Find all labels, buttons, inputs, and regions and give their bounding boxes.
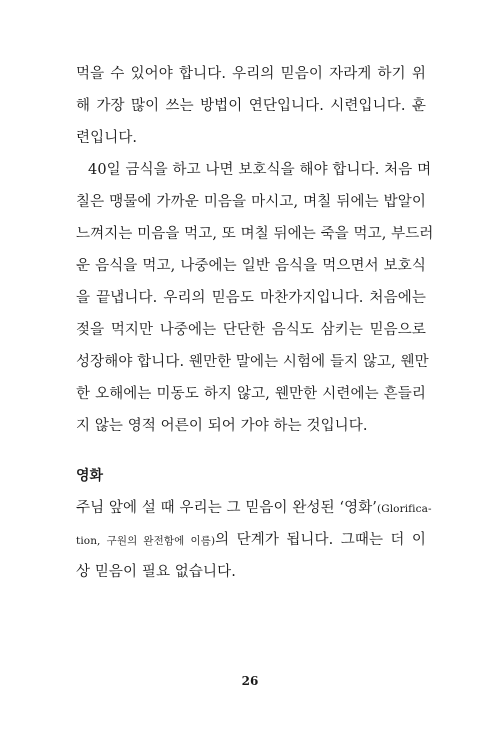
body-line: 해 가장 많이 쓰는 방법이 연단입니다. 시련입니다. 훈 [76, 98, 426, 114]
section-heading: 영화 [76, 468, 104, 484]
body-line: 먹을 수 있어야 합니다. 우리의 믿음이 자라게 하기 위 [76, 66, 426, 82]
section-text: 의 단계가 됩니다. 그때는 더 이 [215, 532, 426, 548]
body-line: 을 끝냅니다. 우리의 믿음도 마찬가지입니다. 처음에는 [76, 290, 426, 306]
body-line: 성장해야 합니다. 웬만한 말에는 시험에 들지 않고, 웬만 [76, 354, 429, 370]
section-note: (Glorifica- [377, 503, 432, 515]
section-line: 상 믿음이 필요 없습니다. [76, 564, 236, 580]
body-line: 느껴지는 미음을 먹고, 또 며칠 뒤에는 죽을 먹고, 부드러 [76, 226, 434, 242]
body-line: 40일 금식을 하고 나면 보호식을 해야 합니다. 처음 며 [88, 162, 432, 178]
body-line: 지 않는 영적 어른이 되어 가야 하는 것입니다. [76, 418, 368, 434]
body-line: 칠은 맹물에 가까운 미음을 마시고, 며칠 뒤에는 밥알이 [76, 194, 426, 210]
section-note: tion, 구원의 완전함에 이름) [76, 535, 216, 547]
body-line: 운 음식을 먹고, 나중에는 일반 음식을 먹으면서 보호식 [76, 258, 426, 274]
body-line: 한 오해에는 미동도 하지 않고, 웬만한 시련에는 흔들리 [76, 386, 426, 402]
page-number: 26 [241, 674, 259, 688]
section-line [76, 498, 432, 519]
section-text: 주님 앞에 설 때 우리는 그 믿음이 완성된 ‘영화’ [76, 500, 378, 516]
body-line: 젖을 먹지만 나중에는 단단한 음식도 삼키는 믿음으로 [76, 322, 426, 338]
section-line [76, 530, 426, 551]
body-line: 련입니다. [76, 130, 138, 146]
